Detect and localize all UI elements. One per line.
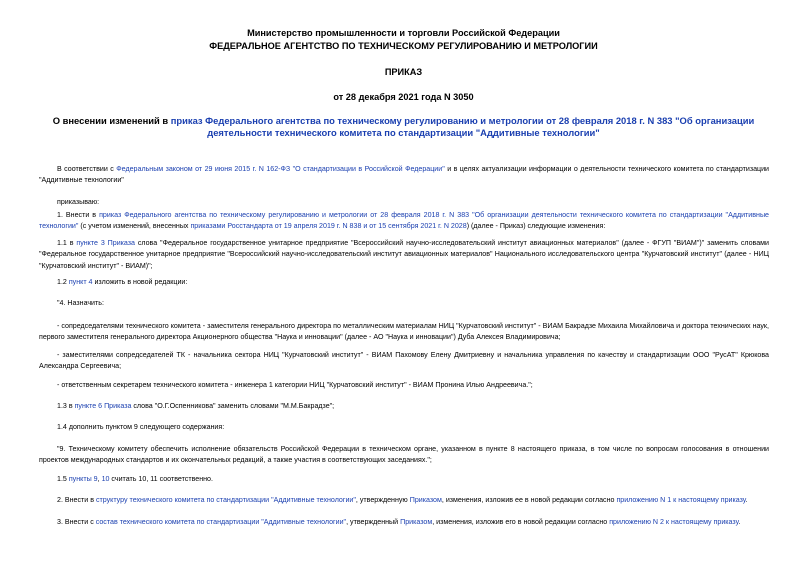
order-word: приказываю: (57, 198, 100, 206)
item-1-amendments-link[interactable]: приказами Росстандарта от 19 апреля 2019 г. N 838 и от 15 сентября 2021 г. N 2028 (190, 222, 467, 231)
item-1-4: 1.4 дополнить пунктом 9 следующего содержания: (57, 423, 225, 431)
intro-paragraph (39, 164, 769, 187)
item-1-5 (57, 474, 769, 485)
committee-composition-link[interactable]: состав технического комитета по стандартизации "Аддитивные технологии" (95, 518, 347, 526)
item-1-2 (57, 277, 757, 288)
item-3-order-link[interactable]: Приказом (400, 518, 433, 526)
item-1-text-3: ) (далее - Приказ) следующие изменения: (466, 222, 606, 231)
item-1-2-text-1: 1.2 (57, 278, 69, 286)
dash-secretary: - ответственным секретарем технического комитета - инженера 1 категории НИЦ "Курчатовский институт" - ВИАМ Пронина Илью Андреевича."; (57, 381, 533, 389)
item-3 (57, 517, 769, 528)
document-date-number: от 28 декабря 2021 года N 3050 (333, 92, 474, 102)
item-1-3 (57, 401, 769, 412)
item-3-text-4: . (738, 518, 741, 526)
intro-text-1: В соответствии с (57, 165, 117, 173)
item-1-5-text-3: считать 10, 11 соответственно. (109, 475, 213, 483)
item-1-1 (39, 238, 769, 272)
item-2 (57, 495, 769, 506)
item-1-3-text-1: 1.3 в (57, 402, 75, 410)
item-1-1-text-1: 1.1 в (57, 239, 77, 247)
appendix-1-link[interactable]: приложению N 1 к настоящему приказу (616, 496, 746, 504)
item-1-order-link[interactable]: приказ Федерального агентства по техническому регулированию и метрологии от 28 февраля 2018 г. N 383 "Об организации деятельности технического комитета по стандартизации "Аддитивные технологии" (39, 211, 769, 231)
item-1-text-1: 1. Внести в (57, 211, 100, 219)
document-type: ПРИКАЗ (384, 67, 423, 77)
item-2-text-3: , изменения, изложив ее в новой редакции согласно (441, 496, 617, 504)
committee-structure-link[interactable]: структуру технического комитета по стандартизации "Аддитивные технологии" (95, 496, 356, 504)
points-9-link[interactable]: пункты 9 (68, 475, 98, 483)
item-1-1-text-2: слова "Федеральное государственное унитарное предприятие "Всероссийский научно-исследовательский институт авиационных материалов" (далее - ФГУП "ВИАМ")" заменить словами "Федеральное государственное унитарное предприятие "Всероссийский научно-исследовательский институт авиационных материалов" Национального исследовательского центра "Курчатовский институт" (далее - НИЦ "Курчатовский институт" - ВИАМ)"; (39, 239, 769, 270)
appendix-2-link[interactable]: приложению N 2 к настоящему приказу (609, 518, 739, 526)
document-title (20, 115, 787, 139)
point-3-link[interactable]: пункте 3 Приказа (76, 239, 135, 247)
item-2-text-4: . (745, 496, 748, 504)
quote-point-4: "4. Назначить: (57, 299, 104, 307)
dash-cochairs: - сопредседателями технического комитета - заместителя генерального директора по металлическим материалам НИЦ "Курчатовский институт" - ВИАМ Бакрадзе Михаила Михайловича и доктора технических наук, первого заместителя генерального директора Акционерного общества "Наука и инновации" (далее - АО "Наука и инновации") Дуба Алексея Владимировича; (39, 322, 769, 342)
dash-deputies: - заместителями сопредседателей ТК - начальника сектора НИЦ "Курчатовский институт" - ВИАМ Пахомову Елену Дмитриевну и начальника управления по качеству и стандартизации ООО "РусАТ" Крюкова Александра Сергеевича; (39, 351, 769, 371)
ministry-name: Министерство промышленности и торговли Российской Федерации (247, 28, 560, 38)
point-6-link[interactable]: пункте 6 Приказа (74, 402, 132, 410)
item-1-text-2: (с учетом изменений, внесенных (78, 222, 191, 231)
federal-law-link[interactable]: Федеральным законом от 29 июня 2015 г. N 162-ФЗ "О стандартизации в Российской Федерации" (116, 165, 445, 173)
item-2-order-link[interactable]: Приказом (409, 496, 442, 504)
item-1-2-text-2: изложить в новой редакции: (92, 278, 188, 286)
quote-point-9: "9. Техническому комитету обеспечить исполнение обязательств Российской Федерации в техническом органе, указанном в пункте 8 настоящего приказа, в том числе по вопросам голосования в отношении проектов международных стандартов и их окончательных редакций, а также участия в соответствующих заседаниях."; (39, 445, 769, 465)
item-1-5-text-2: , (97, 475, 102, 483)
item-3-text-3: , изменения, изложив его в новой редакции согласно (432, 518, 610, 526)
item-2-text-1: 2. Внести в (57, 496, 96, 504)
item-1-3-text-2: слова "О.Г.Оспенникова" заменить словами "М.М.Бакрадзе"; (131, 402, 335, 410)
agency-name: ФЕДЕРАЛЬНОЕ АГЕНТСТВО ПО ТЕХНИЧЕСКОМУ РЕГУЛИРОВАНИЮ И МЕТРОЛОГИИ (209, 41, 598, 51)
item-3-text-2: , утвержденный (346, 518, 401, 526)
title-prefix: О внесении изменений в (52, 115, 171, 126)
intro-text-2: и в целях актуализации информации о деятельности технического комитета по стандартизации "Аддитивные технологии" (39, 165, 770, 185)
title-order-link[interactable]: приказ Федерального агентства по техническому регулированию и метрологии от 28 февраля 2018 г. N 383 "Об организации деятельности технического комитета по стандартизации "Аддитивные технологии" (170, 115, 755, 138)
item-3-text-1: 3. Внести с (57, 518, 96, 526)
item-2-text-2: , утвержденную (355, 496, 410, 504)
point-4-link[interactable]: пункт 4 (68, 278, 93, 286)
item-1 (39, 210, 769, 233)
item-1-5-text-1: 1.5 (57, 475, 69, 483)
point-10-link[interactable]: 10 (101, 475, 110, 483)
